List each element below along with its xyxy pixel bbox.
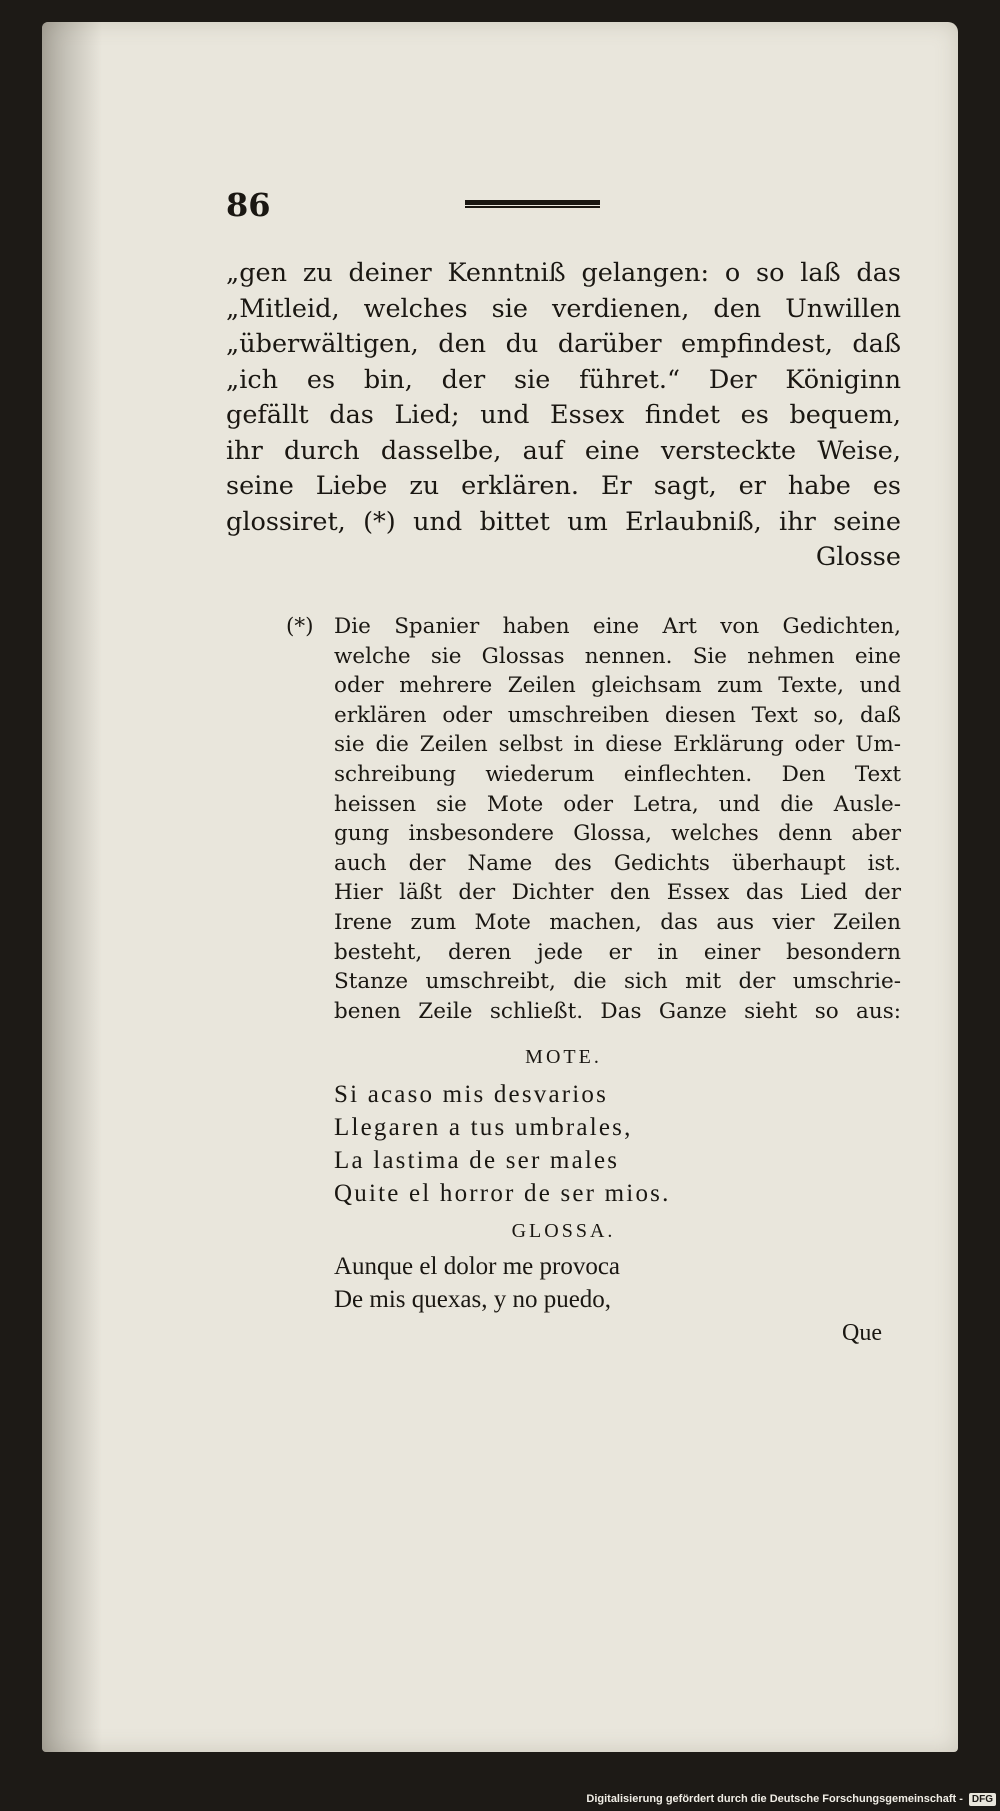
dfg-logo: DFG (969, 1793, 996, 1806)
footnote-line: gung insbesondere Glossa, welches denn aber (334, 821, 901, 847)
glossa-heading: GLOSSA. (511, 1220, 616, 1242)
verse-line: De mis quexas, y no puedo, (334, 1286, 612, 1313)
footnote-line: Die Spanier haben eine Art von Gedichten, (334, 614, 901, 639)
footnote-marker: (*) (286, 614, 314, 639)
body-line: Glosse (815, 542, 901, 572)
header-rule (465, 200, 600, 208)
mote-verse (334, 1078, 671, 1210)
mote-heading: MOTE. (525, 1046, 602, 1068)
footnote-line: sie die Zeilen selbst in diese Erklärung oder Um- (334, 732, 901, 758)
footnote-line: oder mehrere Zeilen gleichsam zum Texte, und (334, 673, 901, 699)
footnote-line: benen Zeile schließt. Das Ganze sieht so aus: (334, 998, 901, 1024)
body-line: seine Liebe zu erklären. Er sagt, er habe es (226, 471, 901, 501)
footnote (286, 612, 901, 1026)
body-text (226, 256, 901, 576)
spine-shadow (42, 22, 102, 1752)
verse-line: Si acaso mis desvarios (334, 1081, 609, 1108)
body-line: glossiret, (*) und bittet um Erlaubniß, ihr seine (226, 506, 901, 537)
footnote-line: erklären oder umschreiben diesen Text so, daß (334, 702, 901, 728)
footnote-line: besteht, deren jede er in einer besondern (334, 939, 901, 965)
footnote-line: auch der Name des Gedichts überhaupt ist. (334, 850, 901, 876)
body-line: ihr durch dasselbe, auf eine versteckte Weise, (226, 435, 901, 466)
body-line: „Mitleid, welches sie verdienen, den Unwillen (226, 293, 901, 324)
footnote-line: Stanze umschreibt, die sich mit der umschrie- (334, 969, 901, 995)
footnote-line: heissen sie Mote oder Letra, und die Ausle- (334, 791, 901, 817)
footnote-line: schreibung wiederum einflechten. Den Text (334, 761, 901, 787)
footnote-line: Irene zum Mote machen, das aus vier Zeilen (334, 909, 901, 935)
footnote-line: Hier läßt der Dichter den Essex das Lied der (334, 880, 901, 906)
digitization-credit (586, 1790, 996, 1808)
page-number: 86 (226, 186, 271, 224)
body-line: „ich es bin, der sie führet.“ Der Königinn (226, 364, 901, 395)
body-line: „überwältigen, den du darüber empfindest, daß (226, 329, 901, 359)
body-line: gefällt das Lied; und Essex findet es bequem, (226, 400, 901, 430)
verse-line: La lastima de ser males (334, 1147, 620, 1174)
verse-line: Quite el horror de ser mios. (334, 1180, 671, 1207)
footnote-line: welche sie Glossas nennen. Sie nehmen eine (334, 643, 901, 669)
catchword: Que (842, 1320, 882, 1346)
verse-line: Aunque el dolor me provoca (334, 1253, 621, 1280)
body-line: „gen zu deiner Kenntniß gelangen: o so laß das (226, 258, 901, 288)
verse-line: Llegaren a tus umbrales, (334, 1114, 633, 1141)
glossa-verse (334, 1250, 620, 1316)
credit-text: Digitalisierung gefördert durch die Deutsche Forschungsgemeinschaft - (586, 1793, 963, 1805)
